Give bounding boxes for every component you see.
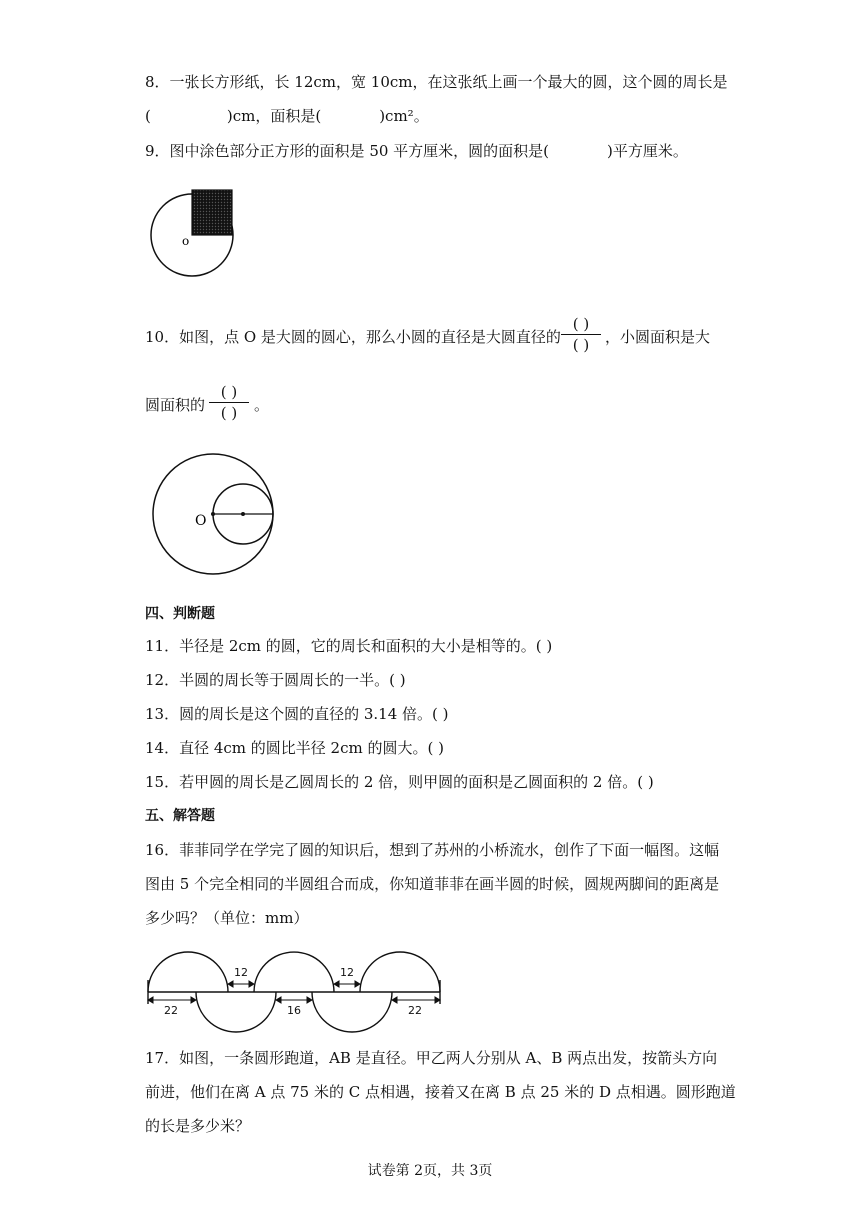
upper-semicircle-2 <box>254 952 334 992</box>
q9-text-b: )平方厘米。 <box>607 142 688 160</box>
q10-fraction-area <box>208 382 250 423</box>
lower-semicircle-2 <box>312 992 392 1032</box>
q9-text-a: 9．图中涂色部分正方形的面积是 50 平方厘米，圆的面积是( <box>145 142 550 160</box>
label-top-gap-1: 12 <box>234 966 248 979</box>
q16-line3: 多少吗？（单位：mm） <box>145 909 309 927</box>
q17-line1: 17．如图，一条圆形跑道，AB 是直径。甲乙两人分别从 A、B 两点出发，按箭头方向 <box>145 1049 718 1067</box>
q8-blank-open: ( <box>145 107 151 125</box>
q10-center-label: O <box>195 513 207 529</box>
judge-item-15: 15．若甲圆的周长是乙圆周长的 2 倍，则甲圆的面积是乙圆面积的 2 倍。( ) <box>145 773 654 791</box>
q8-circumference-blank: )cm，面积是( <box>226 107 322 125</box>
section-answer-title: 五、解答题 <box>145 808 215 824</box>
upper-semicircle-3 <box>360 952 440 992</box>
q9-figure <box>148 183 248 283</box>
lower-semicircle-1 <box>196 992 276 1032</box>
q8-area-blank: )cm²。 <box>379 107 429 125</box>
q10-fraction-diameter-num: ( ) <box>572 315 590 333</box>
q10-line1: 10．如图，点 O 是大圆的圆心，那么小圆的直径是大圆直径的 <box>145 328 561 346</box>
label-middle: 16 <box>287 1004 301 1017</box>
q8-line2 <box>145 106 429 126</box>
q10-fraction-diameter-den: ( ) <box>572 336 590 354</box>
q16-line1: 16．菲菲同学在学完了圆的知识后，想到了苏州的小桥流水，创作了下面一幅图。这幅 <box>145 841 720 859</box>
label-top-gap-2: 12 <box>340 966 354 979</box>
q9-text <box>145 141 688 161</box>
q9-shaded-square <box>192 190 232 235</box>
q10-fraction-area-den: ( ) <box>220 404 238 422</box>
q16-line2: 图由 5 个完全相同的半圆组合而成，你知道菲菲在画半圆的时候，圆规两脚间的距离是 <box>145 875 720 893</box>
q17-line3: 的长是多少米？ <box>145 1117 251 1135</box>
q10-fraction-area-num: ( ) <box>220 383 238 401</box>
q10-small-center-dot <box>241 512 245 516</box>
judge-item-14: 14．直径 4cm 的圆比半径 2cm 的圆大。( ) <box>145 739 444 757</box>
judge-item-12: 12．半圆的周长等于圆周长的一半。( ) <box>145 671 406 689</box>
q8-line1: 8．一张长方形纸，长 12cm，宽 10cm，在这张纸上画一个最大的圆，这个圆的周长是 <box>145 73 728 91</box>
q10-fraction-diameter <box>560 314 602 355</box>
q10-figure <box>148 452 278 582</box>
upper-semicircle-1 <box>148 952 228 992</box>
q10-line1-tail: ，小圆面积是大 <box>605 328 711 346</box>
judge-item-11: 11．半径是 2cm 的圆，它的周长和面积的大小是相等的。( ) <box>145 637 553 655</box>
q9-center-label: o <box>182 234 190 248</box>
page-footer: 试卷第 2页，共 3页 <box>367 1163 493 1179</box>
q10-center-dot <box>211 512 215 516</box>
q10-line2: 圆面积的 <box>145 396 206 414</box>
judge-item-13: 13．圆的周长是这个圆的直径的 3.14 倍。( ) <box>145 705 449 723</box>
section-judge-title: 四、判断题 <box>145 606 215 622</box>
label-right: 22 <box>408 1004 422 1017</box>
label-left: 22 <box>164 1004 178 1017</box>
q17-line2: 前进，他们在离 A 点 75 米的 C 点相遇，接着又在离 B 点 25 米的 D 点相遇。圆形跑道 <box>145 1083 736 1101</box>
q16-bridge-figure <box>140 940 450 1040</box>
q10-line2-tail: 。 <box>254 396 270 414</box>
